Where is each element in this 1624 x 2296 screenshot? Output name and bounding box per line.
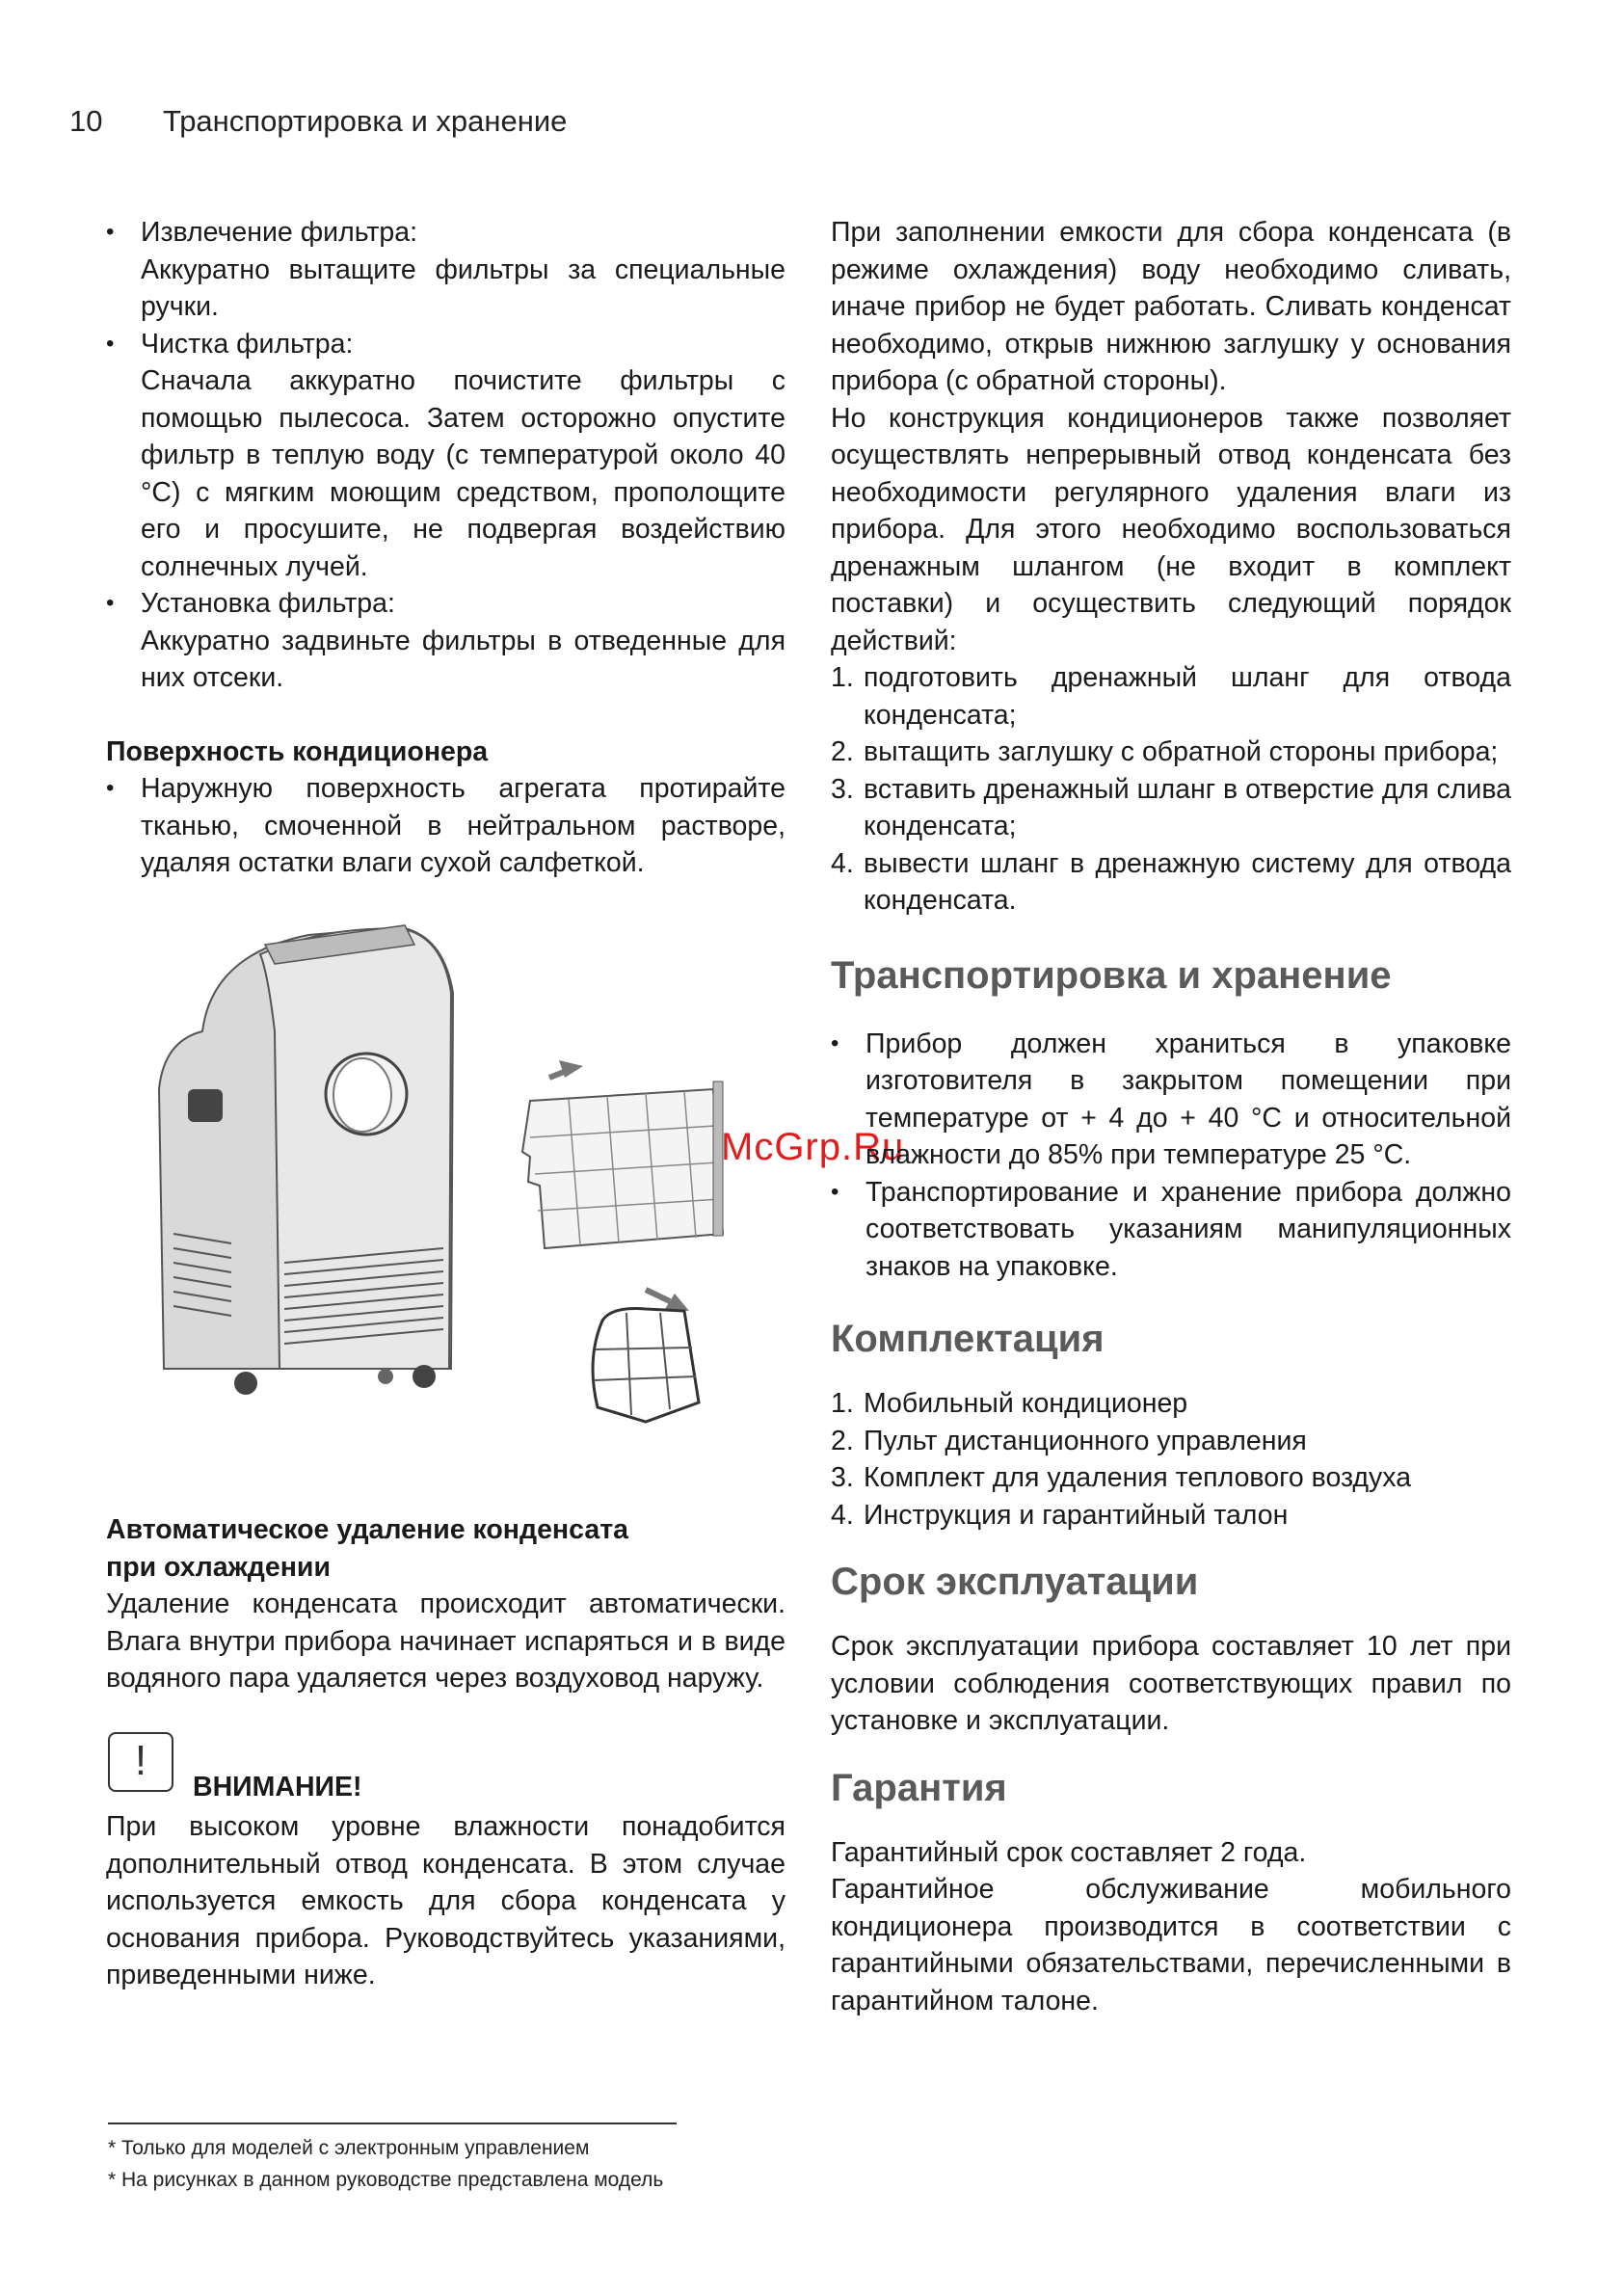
warning-icon: ! — [108, 1732, 173, 1792]
kit-text: Пульт дистанционного управления — [864, 1425, 1307, 1456]
left-column-top — [106, 214, 785, 882]
page-header-title: Транспортировка и хранение — [163, 104, 568, 138]
surface-heading: Поверхность кондиционера — [106, 735, 489, 767]
bullet-label: • Чистка фильтра: — [141, 328, 354, 360]
condensate-para-2: Но конструкция кондиционеров также позволяет осуществлять непрерывный отвод конденсата без необходимости регулярного удаления влаги из прибора. Для этого необходимо воспользоваться дренажным шлангом (не входит в комплект поставки) и осуществить следующий порядок действий: — [831, 402, 1511, 656]
footnote-1: * Только для моделей с электронным управлением — [108, 2137, 590, 2159]
page-header — [69, 104, 567, 139]
bullet-text: • Транспортирование и хранение прибора должно соответствовать указаниям манипуляционных знаков на упаковке. — [865, 1176, 1511, 1282]
kit-number: 4. — [831, 1499, 854, 1531]
kit-heading: Комплектация — [831, 1318, 1105, 1360]
list-item — [831, 1459, 1511, 1497]
footnote-2: * На рисунках в данном руководстве представлена модель — [108, 2169, 664, 2191]
step-number: 4. — [831, 847, 854, 879]
air-conditioner-figure — [145, 916, 732, 1470]
bullet-text: Сначала аккуратно почистите фильтры с помощью пылесоса. Затем осторожно опустите фильтр в теплую воду (с температурой около 40 °C) с мягким моющим средством, прополощите его и просушите, не подвергая воздействию солнечных лучей. — [141, 365, 785, 582]
step-text: вытащить заглушку с обратной стороны прибора; — [864, 736, 1499, 767]
bullet-label: • Установка фильтра: — [141, 588, 395, 619]
bullet-text: • Прибор должен храниться в упаковке изготовителя в закрытом помещении при температуре от + 4 до + 40 °C и относительной влажности до 85% при температуре 25 °C. — [865, 1028, 1511, 1170]
auto-heading-line2: при охлаждении — [106, 1551, 331, 1583]
transport-heading: Транспортировка и хранение — [831, 953, 1392, 997]
life-text: Срок эксплуатации прибора составляет 10 лет при условии соблюдения соответствующих правил по установке и эксплуатации. — [831, 1631, 1511, 1736]
kit-text: Мобильный кондиционер — [864, 1388, 1188, 1419]
list-item — [831, 1385, 1511, 1423]
air-conditioner-unit — [159, 925, 453, 1395]
bullet-text: Аккуратно вытащите фильтры за специальные ручки. — [141, 254, 785, 322]
warranty-heading: Гарантия — [831, 1766, 1007, 1809]
filter-upper — [522, 1060, 723, 1248]
list-item — [106, 326, 785, 586]
warranty-text-2: Гарантийное обслуживание мобильного кондиционера производится в соответствии с гарантийными обязательствами, перечисленными в гарантийном талоне. — [831, 1874, 1511, 2016]
list-item — [831, 1174, 1511, 1286]
auto-text: Удаление конденсата происходит автоматически. Влага внутри прибора начинает испаряться и в виде водяного пара удаляется через воздуховод наружу. — [106, 1589, 785, 1694]
life-heading: Срок эксплуатации — [831, 1561, 1199, 1603]
warning-title: ВНИМАНИЕ! — [193, 1772, 362, 1802]
list-item — [831, 1423, 1511, 1460]
right-column — [831, 214, 1511, 2019]
kit-number: 1. — [831, 1388, 854, 1419]
condensate-para-1: При заполнении емкости для сбора конденсата (в режиме охлаждения) воду необходимо сливать, иначе прибор не будет работать. Сливать конденсат необходимо, открыв нижнюю заглушку у основания прибора (с обратной стороны). — [831, 217, 1511, 396]
warranty-text-1: Гарантийный срок составляет 2 года. — [831, 1836, 1307, 1868]
kit-text: Инструкция и гарантийный талон — [864, 1499, 1289, 1531]
step-text: вывести шланг в дренажную систему для отвода конденсата. — [864, 847, 1511, 916]
kit-number: 2. — [831, 1425, 854, 1456]
list-item — [106, 214, 785, 326]
list-item — [831, 1026, 1511, 1174]
list-item — [831, 1497, 1511, 1535]
list-item — [831, 734, 1511, 771]
filter-lower — [593, 1290, 699, 1422]
step-text: вставить дренажный шланг в отверстие для слива конденсата; — [864, 773, 1511, 841]
step-text: подготовить дренажный шланг для отвода конденсата; — [864, 662, 1511, 731]
list-item — [106, 770, 785, 882]
bullet-text: • Наружную поверхность агрегата протирайте тканью, смоченной в нейтральном растворе, удаляя остатки влаги сухой салфеткой. — [141, 773, 785, 878]
step-number: 2. — [831, 736, 854, 767]
list-item — [831, 659, 1511, 734]
footnote-divider — [108, 2122, 677, 2124]
kit-text: Комплект для удаления теплового воздуха — [864, 1462, 1412, 1493]
list-item — [106, 585, 785, 697]
auto-heading-line1: Автоматическое удаление конденсата — [106, 1514, 629, 1545]
left-column-bottom — [106, 1511, 785, 1697]
bullet-text: Аккуратно задвиньте фильтры в отведенные для них отсеки. — [141, 625, 785, 693]
list-item — [831, 771, 1511, 845]
step-number: 1. — [831, 662, 854, 693]
warning-text: При высоком уровне влажности понадобится дополнительный отвод конденсата. В этом случае используется емкость для сбора конденсата у основания прибора. Руководствуйтесь указаниями, приведенными ниже. — [106, 1811, 785, 1990]
page-number: 10 — [69, 104, 103, 138]
list-item — [831, 845, 1511, 920]
bullet-label: • Извлечение фильтра: — [141, 217, 417, 248]
kit-number: 3. — [831, 1462, 854, 1493]
watermark: McGrp.Ru — [721, 1126, 905, 1168]
step-number: 3. — [831, 773, 854, 805]
warning-block — [106, 1808, 785, 1994]
